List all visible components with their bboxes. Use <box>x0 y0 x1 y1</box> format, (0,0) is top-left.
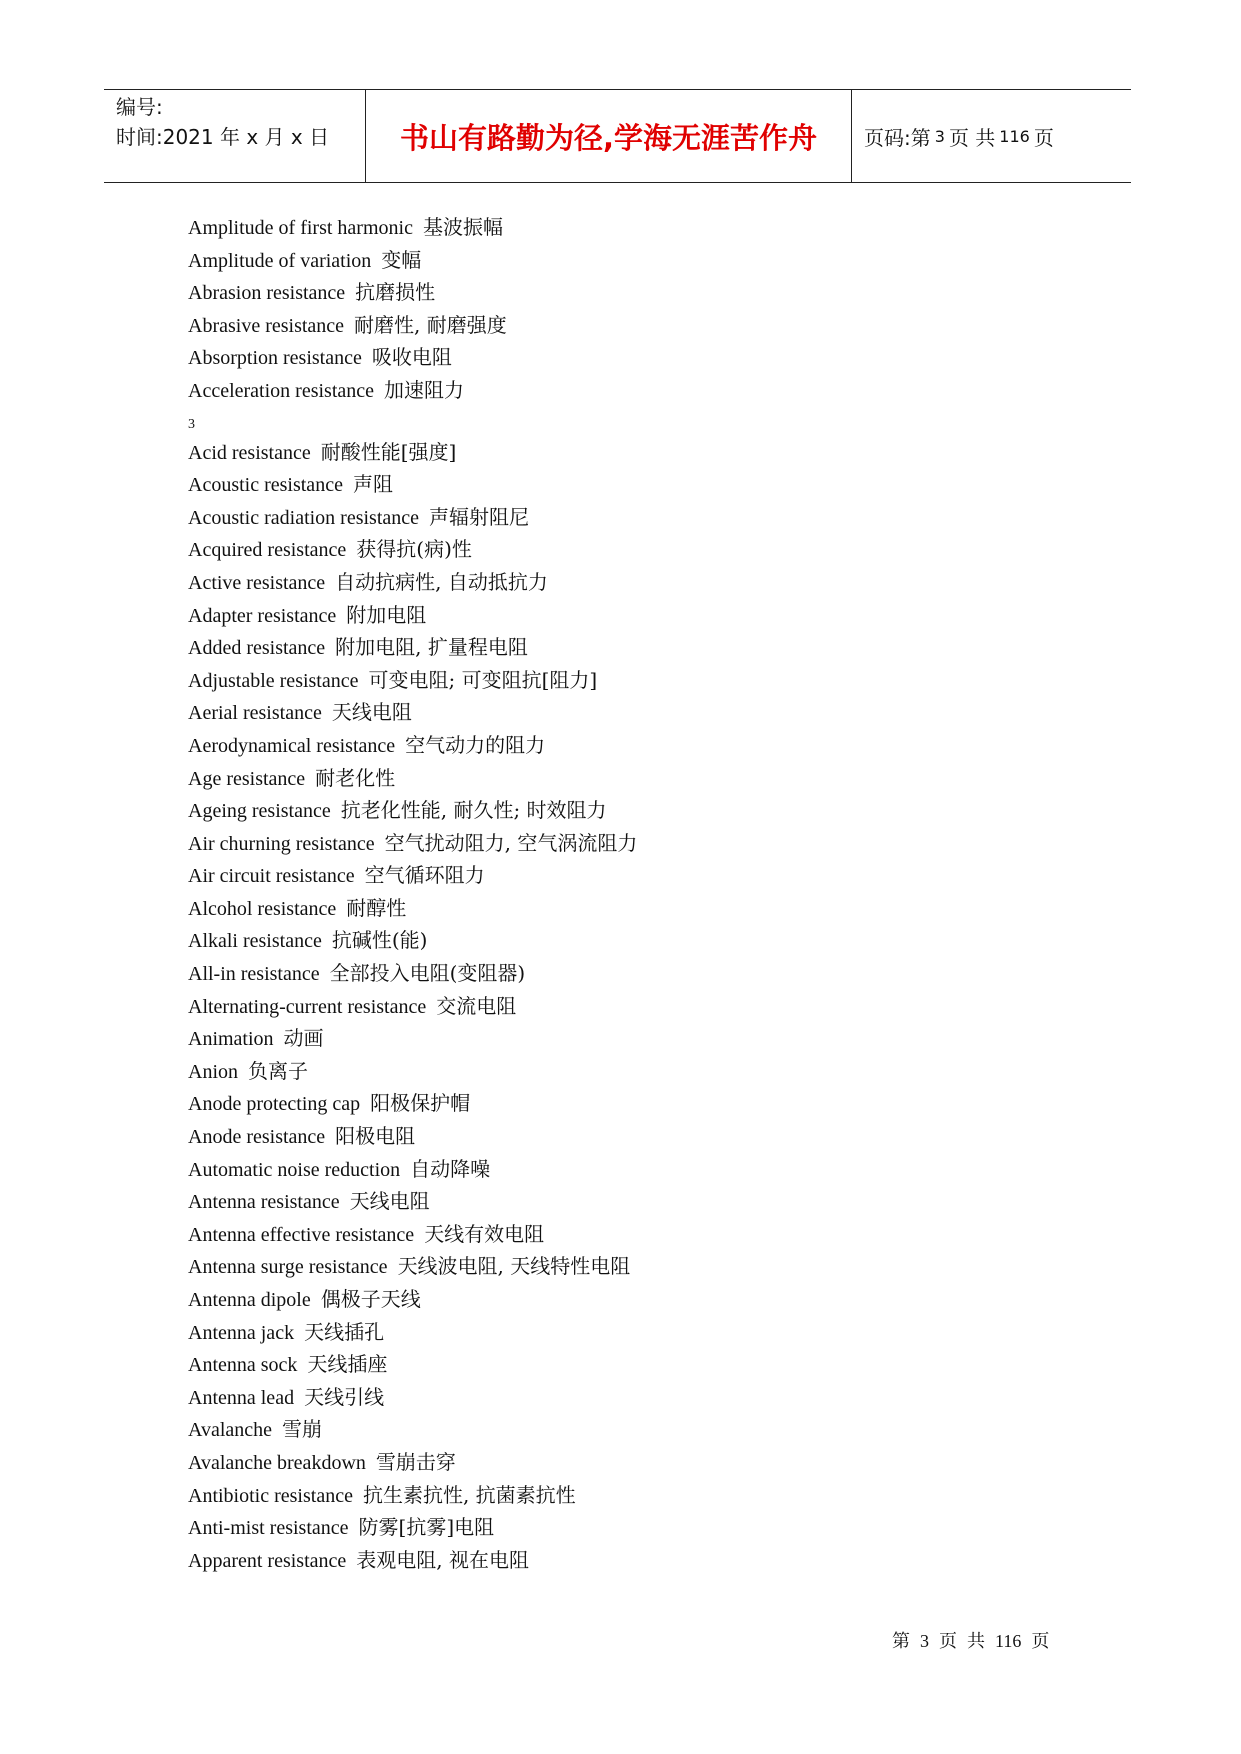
entry-translation: 天线插座 <box>307 1352 388 1377</box>
entry-term: Animation <box>188 1028 274 1051</box>
glossary-entry <box>188 1250 1088 1283</box>
glossary-entry <box>188 244 1088 277</box>
glossary-entry <box>188 990 1088 1023</box>
entry-term: Adjustable resistance <box>188 669 359 692</box>
glossary-entry <box>188 1087 1088 1120</box>
entry-term: Antenna lead <box>188 1386 295 1409</box>
page-number-marker <box>188 407 1088 436</box>
entry-term: Antenna jack <box>188 1321 295 1344</box>
entry-translation: 吸收电阻 <box>371 345 452 370</box>
glossary-entry <box>188 1153 1088 1186</box>
entry-translation: 天线有效电阻 <box>424 1221 545 1246</box>
glossary-entry <box>188 374 1088 407</box>
glossary-entry <box>188 1185 1088 1218</box>
page-code-prefix: 页码:第 <box>864 125 931 150</box>
entry-translation: 自动抗病性, 自动抵抗力 <box>335 569 548 594</box>
entry-term: Acoustic radiation resistance <box>188 506 420 529</box>
entry-term: Air circuit resistance <box>188 865 355 888</box>
entry-translation: 负离子 <box>248 1058 308 1083</box>
entry-translation: 动画 <box>283 1026 324 1051</box>
glossary-entry <box>188 957 1088 990</box>
entry-translation: 变幅 <box>381 247 422 272</box>
document-header <box>104 89 1131 183</box>
header-meta <box>104 90 366 182</box>
entry-term: Anode protecting cap <box>188 1093 361 1116</box>
entry-term: Aerodynamical resistance <box>188 734 396 757</box>
glossary-entry <box>188 631 1088 664</box>
footer-pre: 第 <box>892 1631 910 1651</box>
glossary-entry <box>188 276 1088 309</box>
time-label: 时间:2021 年 x 月 x 日 <box>116 125 330 149</box>
entry-translation: 耐酸性能[强度] <box>320 439 457 464</box>
glossary-entry <box>188 436 1088 469</box>
entry-translation: 天线电阻 <box>331 700 412 725</box>
page-code-total: 116 <box>999 126 1030 146</box>
entry-translation: 声辐射阻尼 <box>429 504 530 529</box>
entry-term: Abrasion resistance <box>188 282 346 305</box>
entry-translation: 阳极电阻 <box>335 1124 416 1149</box>
entry-translation: 抗老化性能, 耐久性; 时效阻力 <box>340 798 607 823</box>
entry-term: Avalanche <box>188 1419 273 1442</box>
entry-translation: 雪崩 <box>282 1417 323 1442</box>
glossary-entry <box>188 533 1088 566</box>
page-code-current: 3 <box>934 126 945 146</box>
entry-translation: 表观电阻, 视在电阻 <box>356 1547 529 1572</box>
entry-translation: 抗磨损性 <box>355 280 436 305</box>
glossary-entry <box>188 599 1088 632</box>
entry-term: Air churning resistance <box>188 832 375 855</box>
entry-term: Acid resistance <box>188 441 311 464</box>
entry-translation: 天线插孔 <box>304 1319 385 1344</box>
entry-translation: 抗碱性(能) <box>331 928 428 953</box>
entry-translation: 天线波电阻, 天线特性电阻 <box>397 1254 631 1279</box>
glossary-entry <box>188 924 1088 957</box>
entry-term: Age resistance <box>188 767 306 790</box>
entry-term: Active resistance <box>188 571 326 594</box>
entry-translation: 加速阻力 <box>384 377 465 402</box>
header-page-code <box>852 90 1131 182</box>
entry-term: Acceleration resistance <box>188 379 375 402</box>
entry-term: Anion <box>188 1060 238 1083</box>
entry-translation: 耐磨性, 耐磨强度 <box>354 312 507 337</box>
glossary-entry <box>188 664 1088 697</box>
page-footer <box>892 1627 1059 1653</box>
entry-translation: 附加电阻 <box>346 602 427 627</box>
glossary-entry <box>188 827 1088 860</box>
marker-text: 3 <box>188 416 195 432</box>
footer-current-page: 3 <box>920 1631 929 1651</box>
footer-mid: 页 <box>939 1631 957 1651</box>
page-code-suffix: 页 <box>1033 125 1054 150</box>
entry-term: Antenna effective resistance <box>188 1223 415 1246</box>
glossary-entry <box>188 1218 1088 1251</box>
entry-translation: 空气循环阻力 <box>364 863 485 888</box>
glossary-entry <box>188 892 1088 925</box>
entry-term: Ageing resistance <box>188 800 331 823</box>
glossary-entry <box>188 1348 1088 1381</box>
entry-term: Alternating-current resistance <box>188 995 427 1018</box>
entry-term: Anode resistance <box>188 1126 326 1149</box>
glossary-entry <box>188 1544 1088 1577</box>
entry-translation: 天线电阻 <box>349 1189 430 1214</box>
entry-term: Antibiotic resistance <box>188 1484 353 1507</box>
entry-translation: 可变电阻; 可变阻抗[阻力] <box>368 667 598 692</box>
footer-mid2: 共 <box>967 1631 985 1651</box>
entry-translation: 阳极保护帽 <box>370 1091 471 1116</box>
entry-term: Acoustic resistance <box>188 474 343 497</box>
glossary-entry <box>188 309 1088 342</box>
footer-total-pages: 116 <box>995 1631 1022 1651</box>
glossary-entry <box>188 1381 1088 1414</box>
entry-term: Anti-mist resistance <box>188 1517 349 1540</box>
entry-term: Avalanche breakdown <box>188 1451 366 1474</box>
glossary-entry <box>188 1283 1088 1316</box>
entry-translation: 空气动力的阻力 <box>405 732 546 757</box>
footer-suffix: 页 <box>1031 1631 1050 1651</box>
entry-term: Acquired resistance <box>188 539 347 562</box>
entry-translation: 自动降噪 <box>410 1156 491 1181</box>
entry-term: Absorption resistance <box>188 347 362 370</box>
entry-term: All-in resistance <box>188 963 320 986</box>
page-code-mid: 页 共 <box>948 125 996 150</box>
entry-translation: 天线引线 <box>304 1384 385 1409</box>
header-motto: 书山有路勤为径,学海无涯苦作舟 <box>366 90 852 182</box>
glossary-entry <box>188 501 1088 534</box>
entry-translation: 交流电阻 <box>436 993 517 1018</box>
entry-term: Apparent resistance <box>188 1549 347 1572</box>
glossary-entry <box>188 696 1088 729</box>
entry-term: Aerial resistance <box>188 702 322 725</box>
glossary-entry <box>188 341 1088 374</box>
entry-term: Antenna dipole <box>188 1289 311 1311</box>
glossary-entry <box>188 1120 1088 1153</box>
glossary-entry <box>188 1316 1088 1349</box>
glossary-entry <box>188 1055 1088 1088</box>
entry-translation: 耐老化性 <box>315 765 396 790</box>
entry-translation: 抗生素抗性, 抗菌素抗性 <box>362 1482 576 1507</box>
entry-term: Antenna resistance <box>188 1191 340 1214</box>
glossary-entry <box>188 1511 1088 1544</box>
entry-term: Antenna sock <box>188 1354 298 1377</box>
entry-translation: 防雾[抗雾]电阻 <box>358 1515 495 1540</box>
entry-translation: 空气扰动阻力, 空气涡流阻力 <box>384 830 638 855</box>
entry-translation: 全部投入电阻(变阻器) <box>329 961 526 986</box>
entry-term: Antenna surge resistance <box>188 1256 388 1279</box>
entry-translation: 基波振幅 <box>422 215 503 239</box>
entry-term: Abrasive resistance <box>188 314 345 337</box>
glossary-entry <box>188 1413 1088 1446</box>
glossary-entry <box>188 1479 1088 1512</box>
entry-translation: 偶极子天线 <box>320 1287 421 1311</box>
glossary-entry <box>188 762 1088 795</box>
serial-label: 编号: <box>116 95 163 119</box>
glossary-entry <box>188 468 1088 501</box>
glossary-entry <box>188 1022 1088 1055</box>
entry-term: Amplitude of first harmonic <box>188 217 413 239</box>
entry-term: Alcohol resistance <box>188 897 337 920</box>
glossary-entry <box>188 211 1088 244</box>
glossary-entry <box>188 859 1088 892</box>
entry-translation: 声阻 <box>352 472 393 497</box>
glossary-entry <box>188 566 1088 599</box>
glossary-entry <box>188 1446 1088 1479</box>
entry-term: Amplitude of variation <box>188 249 372 272</box>
entry-translation: 附加电阻, 扩量程电阻 <box>335 635 528 660</box>
glossary-list <box>188 211 1088 1576</box>
entry-translation: 耐醇性 <box>346 895 407 920</box>
entry-translation: 获得抗(病)性 <box>356 537 472 562</box>
glossary-entry <box>188 729 1088 762</box>
entry-translation: 雪崩击穿 <box>375 1449 456 1474</box>
entry-term: Adapter resistance <box>188 604 337 627</box>
entry-term: Automatic noise reduction <box>188 1158 401 1181</box>
entry-term: Added resistance <box>188 637 326 660</box>
entry-term: Alkali resistance <box>188 930 322 953</box>
glossary-entry <box>188 794 1088 827</box>
